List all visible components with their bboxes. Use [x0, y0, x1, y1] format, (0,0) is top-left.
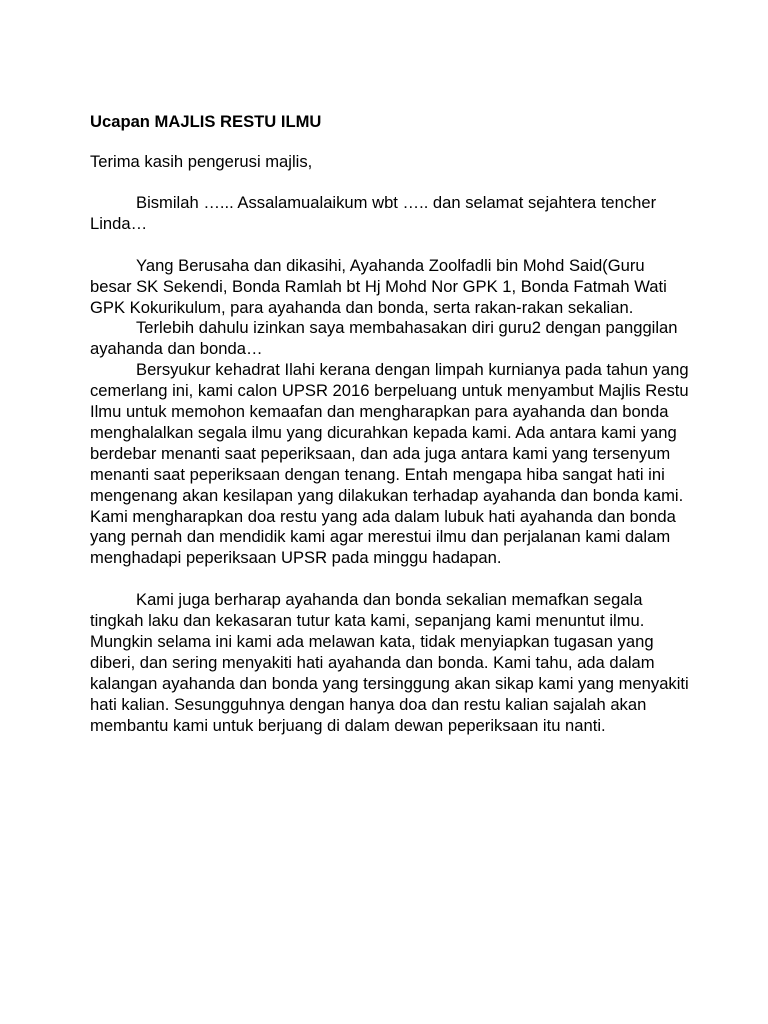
document-title: Ucapan MAJLIS RESTU ILMU: [90, 112, 322, 131]
paragraph-opening: Bismilah …... Assalamualaikum wbt ….. dan selamat sejahtera tencher Linda…: [90, 193, 657, 233]
paragraph-salutation: Yang Berusaha dan dikasihi, Ayahanda Zoolfadli bin Mohd Said(Guru besar SK Sekendi, Bonda Ramlah bt Hj Mohd Nor GPK 1, Bonda Fatmah Wati GPK Kokurikulum, para ayahanda dan bonda, serta rakan-rakan sekalian.: [90, 255, 667, 317]
greeting-line: Terima kasih pengerusi majlis,: [90, 152, 313, 171]
paragraph-apology: Kami juga berharap ayahanda dan bonda sekalian memafkan segala tingkah laku dan kekasaran tutur kata kami, sepanjang kami menuntut ilmu. Mungkin selama ini kami ada melawan kata, tidak menyiapkan tugasan yang diberi, dan sering menyakiti hati ayahanda dan bonda. Kami tahu, ada dalam kalangan ayahanda dan bonda yang tersinggung akan sikap kami yang menyakiti hati kalian. Sesungguhnya dengan hanya doa dan restu kalian sajalah akan membantu kami untuk berjuang di dalam dewan peperiksaan itu nanti.: [90, 590, 689, 735]
speech-body: [90, 193, 690, 737]
paragraph-gratitude: Bersyukur kehadrat Ilahi kerana dengan limpah kurnianya pada tahun yang cemerlang ini, kami calon UPSR 2016 berpeluang untuk menyambut Majlis Restu Ilmu untuk memohon kemaafan dan mengharapkan para ayahanda dan bonda menghalalkan segala ilmu yang dicurahkan kepada kami. Ada antara kami yang berdebar menanti saat peperiksaan, dan ada juga antara kami yang tersenyum menanti saat peperiksaan dengan tenang. Entah mengapa hiba sangat hati ini mengenang akan kesilapan yang dilakukan terhadap ayahanda dan bonda kami. Kami mengharapkan doa restu yang ada dalam lubuk hati ayahanda dan bonda yang pernah dan mendidik kami agar merestui ilmu dan perjalanan kami dalam menghadapi peperiksaan UPSR pada minggu hadapan.: [90, 360, 689, 568]
paragraph-introduction: Terlebih dahulu izinkan saya membahasakan diri guru2 dengan panggilan ayahanda dan bonda…: [90, 318, 678, 359]
